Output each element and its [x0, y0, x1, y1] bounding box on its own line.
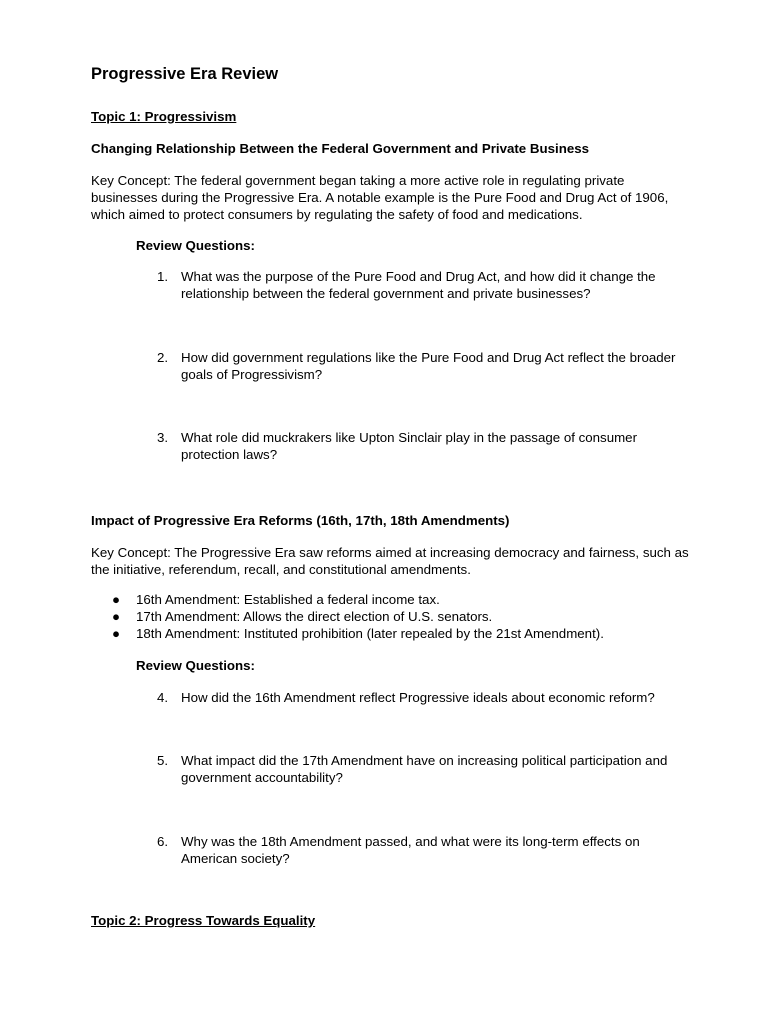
- question-text: What role did muckrakers like Upton Sinclair play in the passage of consumer protection laws?: [181, 430, 637, 462]
- amendment-bullet: [112, 625, 712, 642]
- question-text: How did the 16th Amendment reflect Progressive ideals about economic reform?: [181, 690, 655, 705]
- question-text: Why was the 18th Amendment passed, and what were its long-term effects on American society?: [181, 834, 640, 866]
- amendment-bullet: [112, 591, 712, 608]
- topic-1-heading: Topic 1: Progressivism: [91, 109, 237, 124]
- review-question: [157, 833, 697, 867]
- topic-2-heading: Topic 2: Progress Towards Equality: [91, 913, 316, 928]
- question-number: 6.: [157, 834, 169, 849]
- section-2-review-label: Review Questions:: [136, 658, 255, 673]
- section-2-heading: Impact of Progressive Era Reforms (16th, 17th, 18th Amendments): [91, 513, 510, 528]
- document-title: Progressive Era Review: [91, 65, 279, 83]
- question-number: 3.: [157, 430, 169, 445]
- section-2-key-concept: Key Concept: The Progressive Era saw reforms aimed at increasing democracy and fairness, such as the initiative, referendum, recall, and constitutional amendments.: [91, 545, 689, 577]
- review-question: [157, 429, 697, 463]
- bullet-text: 18th Amendment: Instituted prohibition (later repealed by the 21st Amendment).: [136, 626, 604, 641]
- review-question: [157, 349, 697, 383]
- amendment-bullet: [112, 608, 712, 625]
- review-question: [157, 268, 697, 302]
- bullet-icon: ●: [112, 592, 121, 607]
- question-text: What was the purpose of the Pure Food and Drug Act, and how did it change the relationship between the federal government and private businesses?: [181, 269, 656, 301]
- question-text: What impact did the 17th Amendment have on increasing political participation and government accountability?: [181, 753, 668, 785]
- question-number: 4.: [157, 690, 169, 705]
- section-1-review-label: Review Questions:: [136, 238, 255, 253]
- bullet-icon: ●: [112, 626, 121, 641]
- review-question: [157, 752, 697, 786]
- question-text: How did government regulations like the Pure Food and Drug Act reflect the broader goals of Progressivism?: [181, 350, 676, 382]
- question-number: 1.: [157, 269, 169, 284]
- section-1-key-concept: Key Concept: The federal government began taking a more active role in regulating private businesses during the Progressive Era. A notable example is the Pure Food and Drug Act of 1906, which aimed to protect consumers by regulating the safety of food and medications.: [91, 173, 669, 222]
- question-number: 5.: [157, 753, 169, 768]
- review-question: [157, 689, 697, 706]
- bullet-text: 17th Amendment: Allows the direct election of U.S. senators.: [136, 609, 493, 624]
- section-1-heading: Changing Relationship Between the Federal Government and Private Business: [91, 141, 590, 156]
- question-number: 2.: [157, 350, 169, 365]
- bullet-text: 16th Amendment: Established a federal income tax.: [136, 592, 440, 607]
- bullet-icon: ●: [112, 609, 121, 624]
